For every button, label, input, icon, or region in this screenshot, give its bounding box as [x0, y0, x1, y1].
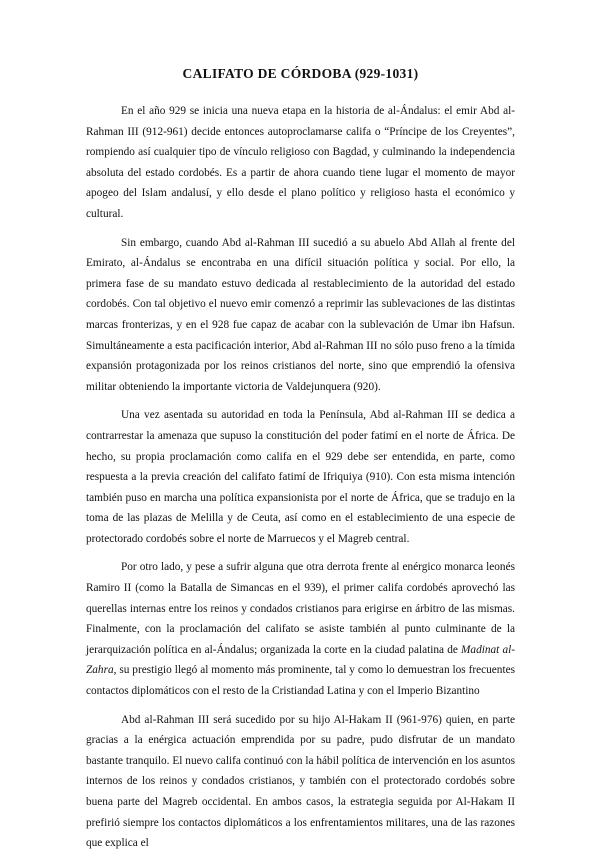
page-title: CALIFATO DE CÓRDOBA (929-1031) [182, 66, 419, 81]
paragraph-2: Sin embargo, cuando Abd al-Rahman III sucedió a su abuelo Abd Allah al frente del Emirato, al-Ándalus se encontraba en una difícil situación política y social. Por ello, la primera fase de su mandato estuvo dedicada al restablecimiento de la autoridad del estado cordobés. Con tal objetivo el nuevo emir comenzó a reprimir las sublevaciones de las distintas marcas fronterizas, y en el 928 fue capaz de acabar con la sublevación de Umar ibn Hafsun. Simultáneamente a esta pacificación interior, Abd al-Rahman III no sólo puso freno a la tímida expansión protagonizada por los reinos cristianos del norte, sino que emprendió la ofensiva militar obteniendo la importante victoria de Valdejunquera (920). [86, 236, 515, 393]
paragraph-3: Una vez asentada su autoridad en toda la Península, Abd al-Rahman III se dedica a contrarrestar la amenaza que supuso la constitución del poder fatimí en el norte de África. De hecho, su propia proclamación como califa en el 929 debe ser entendida, en parte, como respuesta a la previa creación del califato fatimí de Ifriquiya (910). Con esta misma intención también puso en marcha una política expansionista por el norte de África, que se tradujo en la toma de las plazas de Melilla y de Ceuta, así como en el establecimiento de una especie de protectorado cordobés sobre el norte de Marruecos y el Magreb central. [86, 409, 515, 545]
paragraph-4-emphasis: Madinat al-Zahra [86, 643, 515, 677]
paragraph-4-text-after: , su prestigio llegó al momento más prominente, tal y como lo demuestran los frecuentes contactos diplomáticos con el resto de la Cristiandad Latina y con el Imperio Bizantino [86, 664, 515, 698]
paragraph-1: En el año 929 se inicia una nueva etapa en la historia de al-Ándalus: el emir Abd al-Rahman III (912-961) decide entonces autoproclamarse califa o “Príncipe de los Creyentes”, rompiendo así cualquier tipo de vínculo religioso con Bagdad, y culminando la independencia absoluta del estado cordobés. Es a partir de ahora cuando tiene lugar el momento de mayor apogeo del Islam andalusí, y ello desde el plano político y religioso hasta el económico y cultural. [86, 105, 515, 220]
paragraph-4-text-before: Por otro lado, y pese a sufrir alguna que otra derrota frente al enérgico monarca leonés Ramiro II (como la Batalla de Simancas en el 939), el primer califa cordobés aprovechó las querellas internas entre los reinos y condados cristianos para erigirse en árbitro de las mismas. Finalmente, con la proclamación del califato se asiste también al punto culminante de la jerarquización política en al-Ándalus; organizada la corte en la ciudad palatina de [86, 561, 515, 656]
paragraph-4 [86, 557, 515, 701]
document-page [86, 66, 515, 862]
paragraph-5: Abd al-Rahman III será sucedido por su hijo Al-Hakam II (961-976) quien, en parte gracias a la enérgica actuación emprendida por su padre, pudo disfrutar de un mandato bastante tranquilo. El nuevo califa continuó con la hábil política de intervención en los asuntos internos de los reinos y condados cristianos, y también con el protectorado cordobés sobre buena parte del Magreb occidental. En ambos casos, la estrategia seguida por Al-Hakam II prefirió siempre los contactos diplomáticos a los enfrentamientos militares, una de las razones que explica el [86, 713, 515, 850]
